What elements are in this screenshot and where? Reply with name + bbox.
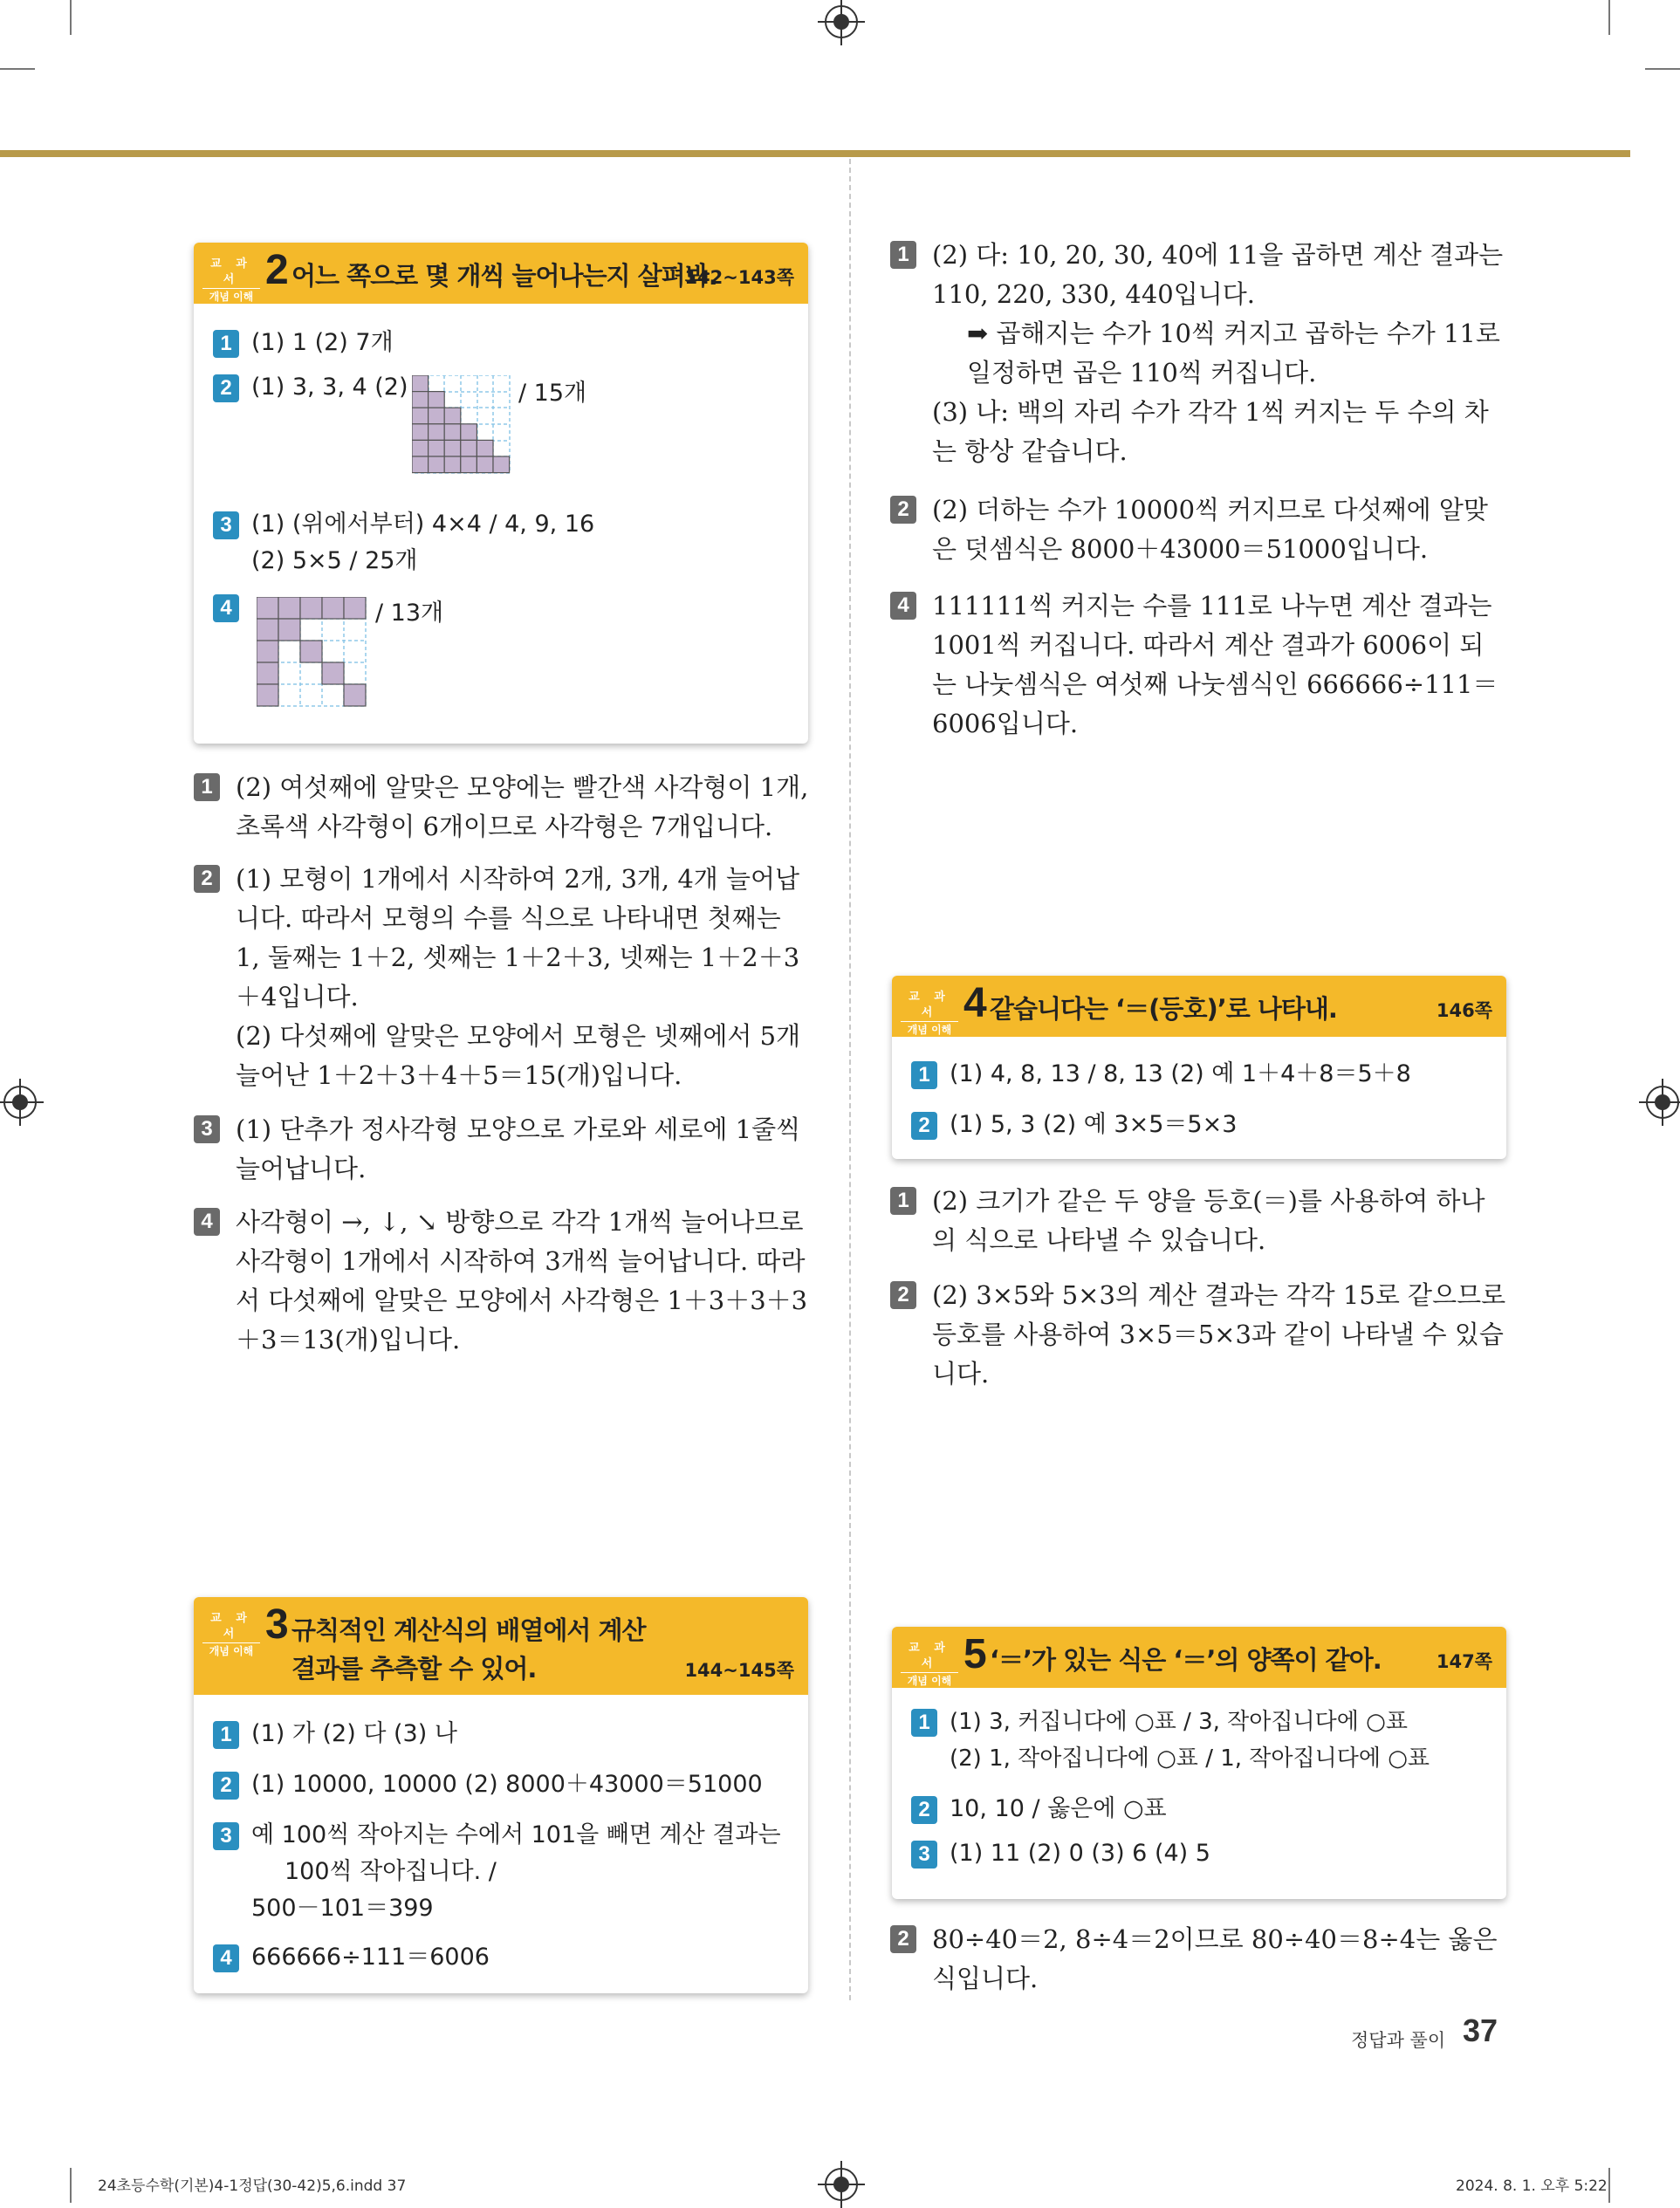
answer-badge: 4 bbox=[213, 1944, 239, 1972]
section-title: ‘＝’가 있는 식은 ‘＝’의 양쪽이 같아. bbox=[990, 1645, 1382, 1675]
explanation-badge: 2 bbox=[890, 1281, 916, 1309]
file-info: 24초등수학(기본)4-1정답(30-42)5,6.indd 37 bbox=[98, 2177, 407, 2195]
textbook-tag bbox=[202, 1611, 260, 1659]
footer-label: 정답과 풀이 bbox=[1351, 2030, 1446, 2051]
section-number: 3 bbox=[265, 1601, 289, 1648]
explanation-text: (3) 나: 백의 자리 수가 각각 1씩 커지는 두 수의 차는 항상 같습니다. bbox=[932, 397, 1489, 466]
explanation-item bbox=[194, 1203, 810, 1360]
explanation-text: (2) 더하는 수가 10000씩 커지므로 다섯째에 알맞은 덧셈식은 8000＋43000＝51000입니다. bbox=[932, 495, 1488, 564]
explanation-text: ➡ 곱해지는 수가 10씩 커지고 곱하는 수가 11로 일정하면 곱은 110씩 커집니다. bbox=[967, 319, 1500, 387]
textbook-tag bbox=[202, 257, 260, 305]
tag-bottom: 개념 이해 bbox=[907, 1024, 952, 1036]
box-header bbox=[892, 976, 1506, 1037]
explanation-item bbox=[194, 1017, 810, 1095]
answer-row-1 bbox=[213, 323, 394, 358]
explanation-item bbox=[890, 1182, 1506, 1260]
top-rule bbox=[0, 150, 1630, 157]
answer-text: (1) 10000, 10000 (2) 8000＋43000＝51000 bbox=[251, 1771, 763, 1798]
section-title: 같습니다는 ‘＝(등호)’로 나타내. bbox=[990, 994, 1337, 1024]
answer-row-3 bbox=[911, 1840, 1210, 1869]
explanation-item bbox=[925, 314, 1506, 393]
print-date: 2024. 8. 1. 오후 5:22 bbox=[1456, 2177, 1608, 2195]
section-title: 결과를 추측할 수 있어. bbox=[291, 1654, 537, 1683]
answer-badge: 2 bbox=[911, 1796, 937, 1824]
explanation-item bbox=[890, 236, 1506, 314]
answer-text: (1) 3, 3, 4 (2) bbox=[251, 374, 408, 401]
answer-text: (1) 3, 커집니다에 ○표 / 3, 작아집니다에 ○표 bbox=[950, 1709, 1408, 1735]
explanation-item bbox=[890, 490, 1506, 569]
answer-row-1 bbox=[911, 1704, 1408, 1737]
explanation-badge: 3 bbox=[194, 1115, 220, 1143]
registration-mark-icon bbox=[825, 2168, 858, 2201]
explanation-text: 80÷40＝2, 8÷4＝2이므로 80÷40＝8÷4는 옳은 식입니다. bbox=[932, 1924, 1498, 1993]
answer-text: (1) 1 (2) 7개 bbox=[251, 329, 394, 356]
answer-text: 666666÷111＝6006 bbox=[251, 1944, 490, 1971]
explanation-text: (2) 3×5와 5×3의 계산 결과는 각각 15로 같으므로 등호를 사용하여 3×5＝5×3과 같이 나타낼 수 있습니다. bbox=[932, 1280, 1506, 1389]
tag-top: 교 과 서 bbox=[202, 1611, 260, 1643]
section-number: 4 bbox=[963, 980, 987, 1026]
crop-mark bbox=[1608, 2168, 1610, 2203]
answer-row-1 bbox=[911, 1054, 1411, 1089]
staircase-figure bbox=[412, 375, 534, 477]
explanation-text: (2) 여섯째에 알맞은 모양에는 빨간색 사각형이 1개, 초록색 사각형이 6개이므로 사각형은 7개입니다. bbox=[236, 772, 809, 841]
answer-text: 500－101＝399 bbox=[251, 1895, 434, 1922]
box-header bbox=[194, 243, 808, 304]
page-number: 37 bbox=[1463, 2013, 1498, 2048]
explanation-text: 111111씩 커지는 수를 111로 나누면 계산 결과는 1001씩 커집니다. 따라서 계산 결과가 6006이 되는 나눗셈식은 여섯째 나눗셈식인 666666÷111＝6006입니다. bbox=[932, 591, 1498, 738]
concept-box-3 bbox=[194, 1597, 808, 1993]
tag-bottom: 개념 이해 bbox=[907, 1675, 952, 1687]
explanation-text: (2) 다섯째에 알맞은 모양에서 모형은 넷째에서 5개 늘어난 1＋2＋3＋4＋5＝15(개)입니다. bbox=[236, 1021, 801, 1090]
registration-mark-icon bbox=[825, 5, 858, 38]
answer-tail: / 15개 bbox=[518, 380, 587, 407]
explanation-text: (2) 다: 10, 20, 30, 40에 11을 곱하면 계산 결과는 110, 220, 330, 440입니다. bbox=[932, 240, 1504, 309]
answer-row-2 bbox=[213, 374, 408, 402]
registration-mark-icon bbox=[3, 1086, 37, 1119]
answer-row-4 bbox=[213, 593, 251, 622]
box-header bbox=[892, 1627, 1506, 1688]
section-title: 어느 쪽으로 몇 개씩 늘어나는지 살펴봐. bbox=[291, 261, 717, 291]
concept-box-4 bbox=[892, 976, 1506, 1159]
tag-top: 교 과 서 bbox=[202, 257, 260, 289]
answer-badge: 3 bbox=[911, 1841, 937, 1869]
explanation-item bbox=[194, 860, 810, 1017]
answer-badge: 1 bbox=[911, 1709, 937, 1737]
answer-text: (1) 가 (2) 다 (3) 나 bbox=[251, 1720, 457, 1747]
explanation-item bbox=[194, 768, 810, 847]
section-number: 2 bbox=[265, 247, 289, 293]
answer-badge: 2 bbox=[213, 1772, 239, 1800]
concept-box-5 bbox=[892, 1627, 1506, 1899]
answer-row-1 bbox=[213, 1714, 457, 1749]
answer-row-3 bbox=[213, 1815, 781, 1850]
answer-text: 10, 10 / 옳은에 ○표 bbox=[950, 1795, 1167, 1822]
crop-mark bbox=[0, 68, 35, 70]
answer-badge: 2 bbox=[213, 374, 239, 402]
explanation-item bbox=[890, 586, 1506, 744]
textbook-tag bbox=[901, 990, 958, 1038]
section-number: 5 bbox=[963, 1631, 987, 1677]
answer-text: 100씩 작아집니다. / bbox=[285, 1858, 497, 1885]
explanation-text: (2) 크기가 같은 두 양을 등호(＝)를 사용하여 하나의 식으로 나타낼 수 있습니다. bbox=[932, 1186, 1485, 1255]
explanation-badge: 4 bbox=[890, 592, 916, 620]
answer-row-2 bbox=[213, 1765, 763, 1800]
answer-text: (2) 1, 작아집니다에 ○표 / 1, 작아집니다에 ○표 bbox=[950, 1745, 1430, 1772]
crop-mark bbox=[70, 0, 72, 35]
textbook-tag bbox=[901, 1641, 958, 1689]
crop-mark bbox=[1608, 0, 1610, 35]
tag-bottom: 개념 이해 bbox=[209, 291, 254, 303]
page-reference: 147쪽 bbox=[1436, 1651, 1492, 1672]
explanation-badge: 4 bbox=[194, 1208, 220, 1236]
column-divider bbox=[849, 159, 851, 2000]
page-reference: 146쪽 bbox=[1436, 1000, 1492, 1021]
tag-bottom: 개념 이해 bbox=[209, 1645, 254, 1657]
answer-row-2 bbox=[911, 1789, 1167, 1824]
explanation-item bbox=[890, 393, 1506, 471]
answer-text: (1) 11 (2) 0 (3) 6 (4) 5 bbox=[950, 1840, 1210, 1867]
answer-text: 예 100씩 작아지는 수에서 101을 빼면 계산 결과는 bbox=[251, 1821, 781, 1848]
answer-text: (1) 5, 3 (2) 예 3×5＝5×3 bbox=[950, 1111, 1238, 1138]
explanation-badge: 2 bbox=[890, 1925, 916, 1953]
answer-badge: 1 bbox=[213, 330, 239, 358]
answer-text: (1) 4, 8, 13 / 8, 13 (2) 예 1＋4＋8＝5＋8 bbox=[950, 1060, 1411, 1087]
answer-row-3 bbox=[213, 504, 594, 539]
answer-badge: 2 bbox=[911, 1112, 937, 1140]
answer-text: (1) (위에서부터) 4×4 / 4, 9, 16 bbox=[251, 511, 595, 538]
answer-badge: 1 bbox=[213, 1721, 239, 1749]
tag-top: 교 과 서 bbox=[901, 1641, 958, 1673]
answer-badge: 3 bbox=[213, 511, 239, 539]
explanation-badge: 1 bbox=[194, 773, 220, 801]
answer-row-2 bbox=[911, 1105, 1237, 1140]
diagonal-square-figure bbox=[257, 597, 370, 710]
answer-tail: / 13개 bbox=[375, 600, 444, 627]
explanation-item bbox=[890, 1276, 1506, 1394]
explanation-item bbox=[194, 1110, 810, 1189]
crop-mark bbox=[70, 2168, 72, 2203]
section-title: 규칙적인 계산식의 배열에서 계산 bbox=[291, 1615, 646, 1645]
explanation-text: (1) 모형이 1개에서 시작하여 2개, 3개, 4개 늘어납니다. 따라서 모형의 수를 식으로 나타내면 첫째는 1, 둘째는 1＋2, 셋째는 1＋2＋3, 넷째는 1＋2＋3＋4입니다. bbox=[236, 864, 800, 1011]
answer-badge: 4 bbox=[213, 594, 239, 622]
answer-badge: 1 bbox=[911, 1061, 937, 1089]
answer-badge: 3 bbox=[213, 1822, 239, 1850]
page-reference: 144~145쪽 bbox=[684, 1660, 794, 1681]
explanation-badge: 1 bbox=[890, 1187, 916, 1215]
page-reference: 142~143쪽 bbox=[684, 267, 794, 288]
explanation-item bbox=[890, 1920, 1506, 1999]
concept-box-2 bbox=[194, 243, 808, 744]
explanation-badge: 1 bbox=[890, 241, 916, 269]
answer-row-4 bbox=[213, 1937, 490, 1972]
explanation-text: 사각형이 →, ↓, ↘ 방향으로 각각 1개씩 늘어나므로 사각형이 1개에서 시작하여 3개씩 늘어납니다. 따라서 다섯째에 알맞은 모양에서 사각형은 1＋3＋3＋3＋3＝13(개)입니다. bbox=[236, 1207, 808, 1354]
answer-text: (2) 5×5 / 25개 bbox=[251, 547, 418, 574]
explanation-text: (1) 단추가 정사각형 모양으로 가로와 세로에 1줄씩 늘어납니다. bbox=[236, 1114, 801, 1183]
crop-mark bbox=[1645, 68, 1680, 70]
explanation-badge: 2 bbox=[194, 865, 220, 893]
registration-mark-icon bbox=[1646, 1086, 1679, 1119]
box-header bbox=[194, 1597, 808, 1695]
tag-top: 교 과 서 bbox=[901, 990, 958, 1022]
explanation-badge: 2 bbox=[890, 496, 916, 524]
